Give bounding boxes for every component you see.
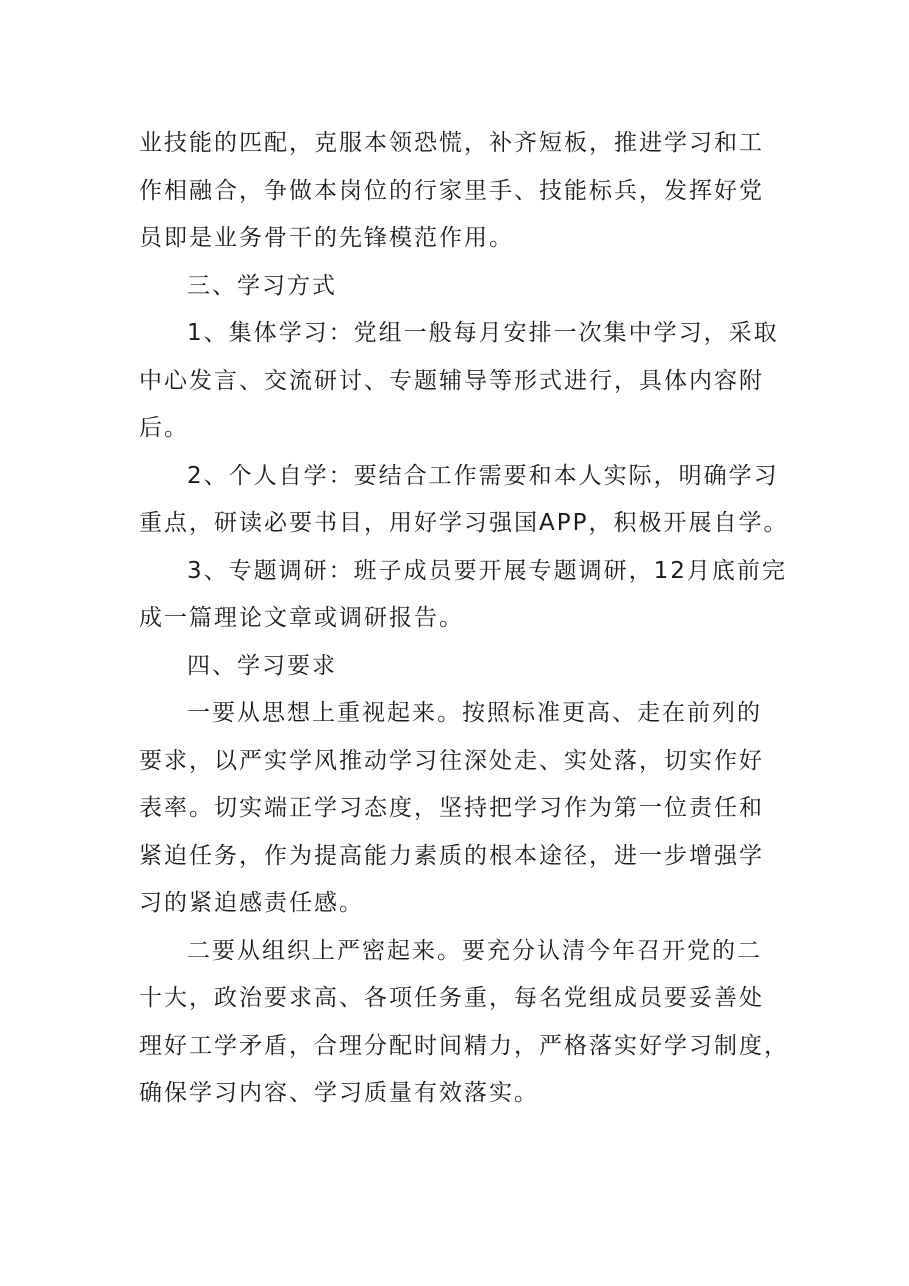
text-line: 紧迫任务，作为提高能力素质的根本途径，进一步增强学 <box>139 842 764 869</box>
text-line: 员即是业务骨干的先锋模范作用。 <box>139 225 514 251</box>
text-line: 习的紧迫感责任感。 <box>139 890 364 916</box>
text-line: 作相融合，争做本岗位的行家里手、技能标兵，发挥好党 <box>139 177 764 204</box>
text-line: 中心发言、交流研讨、专题辅导等形式进行，具体内容附 <box>139 367 764 394</box>
section-heading-study-requirements: 四、学习要求 <box>187 652 337 679</box>
text-line: 二要从组织上严密起来。要充分认清今年召开党的二 <box>187 937 762 964</box>
text-line: 1、集体学习：党组一般每月安排一次集中学习，采取 <box>187 320 779 346</box>
text-line: 确保学习内容、学习质量有效落实。 <box>139 1080 539 1106</box>
text-line: 后。 <box>139 415 189 441</box>
text-line: 十大，政治要求高、各项任务重，每名党组成员要妥善处 <box>139 985 764 1011</box>
text-line: 成一篇理论文章或调研报告。 <box>139 605 464 631</box>
text-line: 3、专题调研：班子成员要开展专题调研，12月底前完 <box>187 557 787 584</box>
text-line: 业技能的匹配，克服本领恐慌，补齐短板，推进学习和工 <box>139 130 764 156</box>
text-line: 2、个人自学：要结合工作需要和本人实际，明确学习 <box>187 462 779 489</box>
document-body <box>139 120 789 1118</box>
text-line: 表率。切实端正学习态度，坚持把学习作为第一位责任和 <box>139 795 764 821</box>
text-line: 要求，以严实学风推动学习往深处走、实处落，切实作好 <box>139 747 764 774</box>
text-line: 一要从思想上重视起来。按照标准更高、走在前列的 <box>187 700 762 726</box>
text-line: 理好工学矛盾，合理分配时间精力，严格落实好学习制度， <box>139 1032 789 1059</box>
section-heading-study-methods: 三、学习方式 <box>187 272 337 299</box>
text-line: 重点，研读必要书目，用好学习强国APP，积极开展自学。 <box>139 510 789 536</box>
